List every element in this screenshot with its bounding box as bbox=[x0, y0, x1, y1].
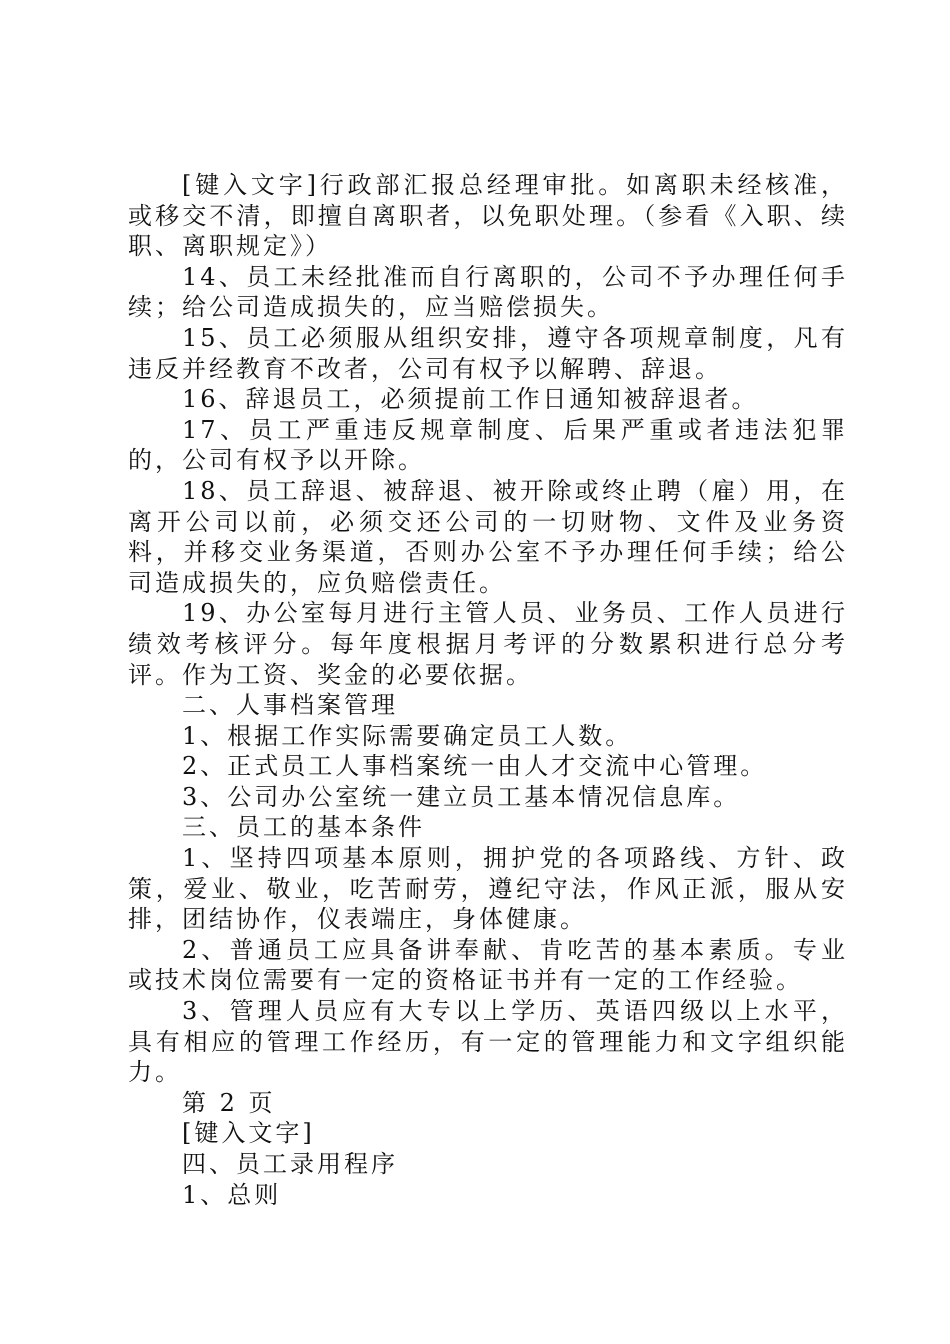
paragraph: 19、办公室每月进行主管人员、业务员、工作人员进行绩效考核评分。每年度根据月考评的分数累积进行总分考评。作为工资、奖金的必要依据。 bbox=[128, 599, 848, 689]
section-heading: 二、人事档案管理 bbox=[182, 691, 398, 720]
paragraph: 1、总则 bbox=[182, 1180, 282, 1209]
section-heading: 四、员工录用程序 bbox=[182, 1150, 398, 1178]
paragraph: 16、辞退员工，必须提前工作日通知被辞退者。 bbox=[182, 385, 759, 414]
paragraph: 3、管理人员应有大专以上学历、英语四级以上水平，具有相应的管理工作经历，有一定的管理能力和文字组织能力。 bbox=[128, 997, 848, 1087]
paragraph: 2、普通员工应具备讲奉献、肯吃苦的基本素质。专业或技术岗位需要有一定的资格证书并有一定的工作经验。 bbox=[128, 935, 848, 995]
paragraph: 1、根据工作实际需要确定员工人数。 bbox=[182, 721, 633, 750]
paragraph: 18、员工辞退、被辞退、被开除或终止聘（雇）用，在离开公司以前，必须交还公司的一切财物、文件及业务资料，并移交业务渠道，否则办公室不予办理任何手续；给公司造成损失的，应负赔偿责任。 bbox=[128, 476, 848, 597]
paragraph: 3、公司办公室统一建立员工基本情况信息库。 bbox=[182, 782, 741, 811]
paragraph: 15、员工必须服从组织安排，遵守各项规章制度，凡有违反并经教育不改者，公司有权予以解聘、辞退。 bbox=[128, 323, 848, 383]
paragraph: 17、员工严重违反规章制度、后果严重或者违法犯罪的，公司有权予以开除。 bbox=[128, 415, 848, 475]
section-heading: 三、员工的基本条件 bbox=[182, 813, 425, 842]
paragraph: [键入文字]行政部汇报总经理审批。如离职未经核准，或移交不清，即擅自离职者，以免职处理。（参看《入职、续职、离职规定》） bbox=[128, 171, 848, 261]
page-number: 第 2 页 bbox=[182, 1088, 276, 1117]
header-placeholder: [键入文字] bbox=[182, 1119, 315, 1148]
paragraph: 2、正式员工人事档案统一由人才交流中心管理。 bbox=[182, 752, 768, 781]
paragraph: 1、坚持四项基本原则，拥护党的各项路线、方针、政策，爱业、敬业，吃苦耐劳，遵纪守法，作风正派，服从安排，团结协作，仪表端庄，身体健康。 bbox=[128, 844, 848, 934]
paragraph: 14、员工未经批准而自行离职的，公司不予办理任何手续；给公司造成损失的，应当赔偿损失。 bbox=[128, 262, 848, 322]
document-body bbox=[128, 170, 848, 1210]
